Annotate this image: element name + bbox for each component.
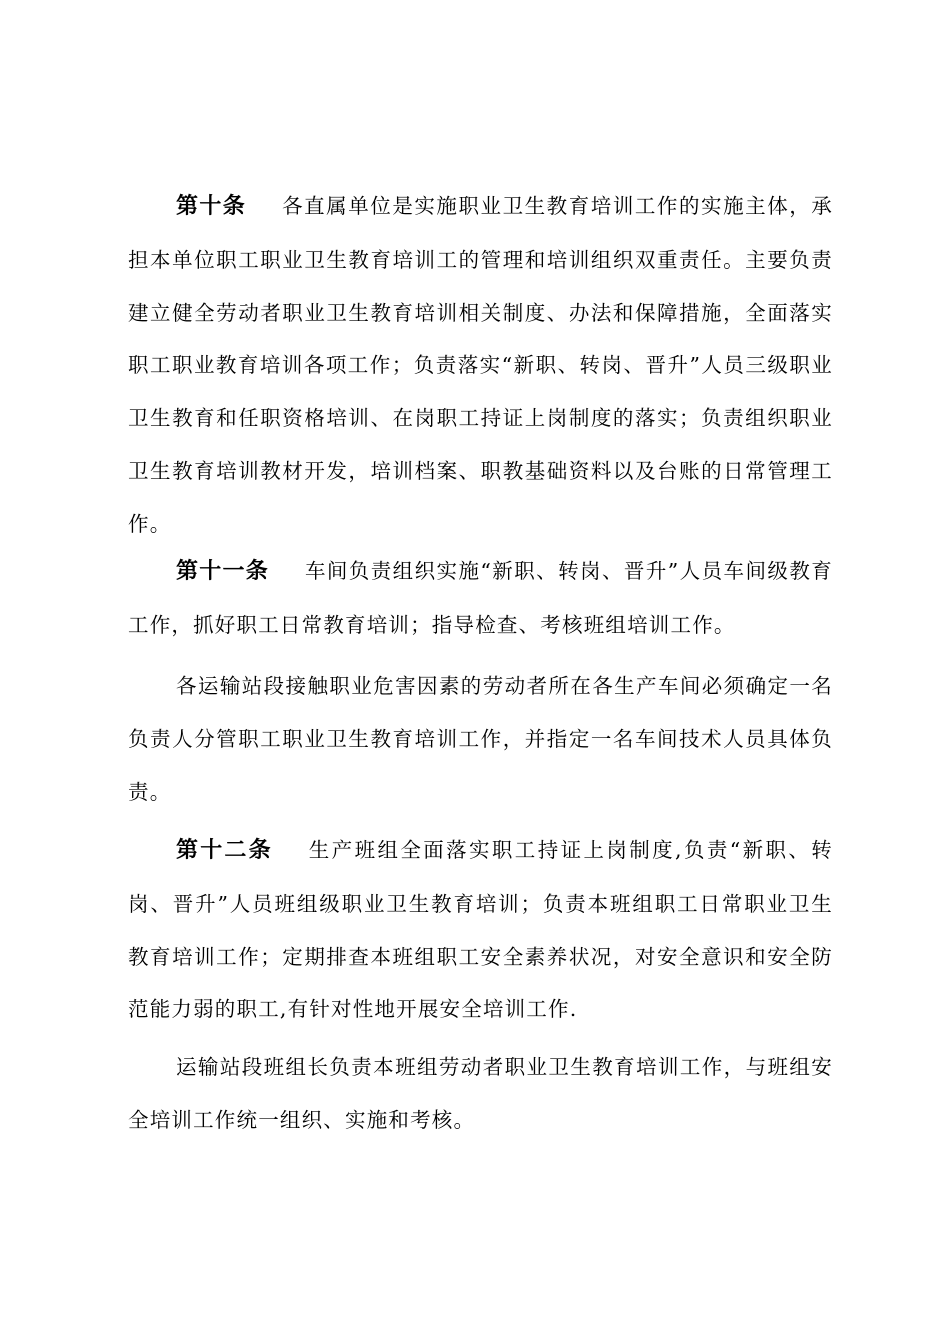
article-11-followup-paragraph [128, 660, 833, 818]
article-12-paragraph [128, 824, 833, 1036]
article-10-paragraph [128, 180, 833, 551]
article-12-text: 生产班组全面落实职工持证上岗制度,负责“新职、转岗、晋升”人员班组级职业卫生教育培训；负责本班组职工日常职业卫生教育培训工作；定期排查本班组职工安全素养状况，对安全意识和安全防范能力弱的职工,有针对性地开展安全培训工作. [128, 838, 833, 1022]
article-11-label: 第十一条 [176, 559, 269, 584]
article-10-text: 各直属单位是实施职业卫生教育培训工作的实施主体，承担本单位职工职业卫生教育培训工的管理和培训组织双重责任。主要负责建立健全劳动者职业卫生教育培训相关制度、办法和保障措施，全面落实职工职业教育培训各项工作；负责落实“新职、转岗、晋升”人员三级职业卫生教育和任职资格培训、在岗职工持证上岗制度的落实；负责组织职业卫生教育培训教材开发，培训档案、职教基础资料以及台账的日常管理工作。 [128, 194, 833, 536]
article-12-followup-paragraph [128, 1041, 833, 1147]
article-11-followup-text: 各运输站段接触职业危害因素的劳动者所在各生产车间必须确定一名负责人分管职工职业卫生教育培训工作，并指定一名车间技术人员具体负责。 [128, 674, 833, 804]
article-12-label: 第十二条 [176, 838, 273, 863]
article-11-paragraph [128, 545, 833, 652]
article-12-followup-text: 运输站段班组长负责本班组劳动者职业卫生教育培训工作，与班组安全培训工作统一组织、实施和考核。 [128, 1055, 833, 1132]
article-10-label: 第十条 [176, 194, 247, 219]
article-11-text: 车间负责组织实施“新职、转岗、晋升”人员车间级教育工作，抓好职工日常教育培训；指导检查、考核班组培训工作。 [128, 559, 833, 637]
